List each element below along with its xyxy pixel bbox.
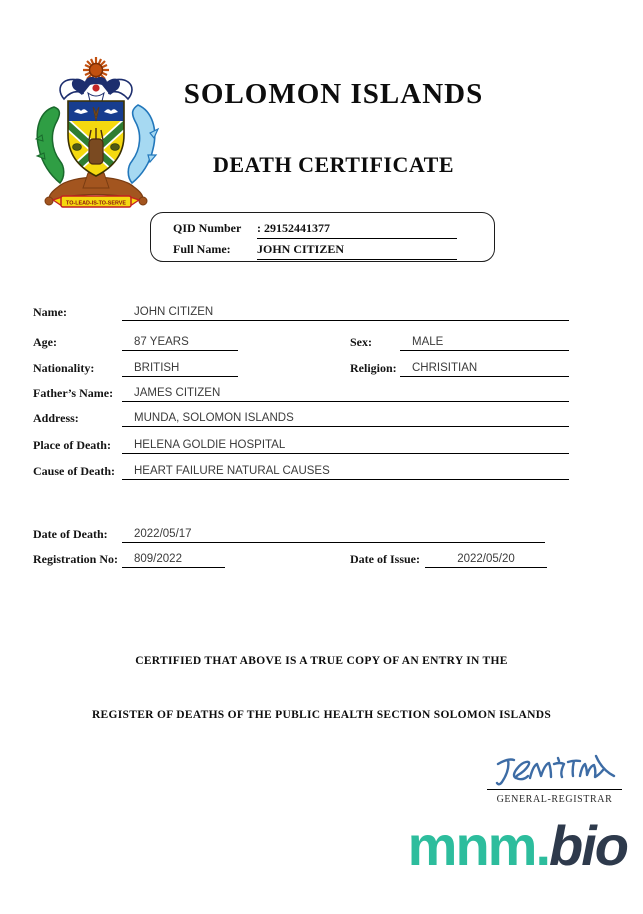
solomon-islands-coat-of-arms-icon xyxy=(30,55,162,213)
certification-line-2: REGISTER OF DEATHS OF THE PUBLIC HEALTH SECTION SOLOMON ISLANDS xyxy=(91,709,552,721)
sex-label: Sex: xyxy=(350,335,372,349)
qid-number-value: : 29152441377 xyxy=(257,218,457,239)
place-of-death-value: HELENA GOLDIE HOSPITAL xyxy=(122,436,569,454)
nationality-label: Nationality: xyxy=(33,361,95,375)
place-of-death-label: Place of Death: xyxy=(33,438,111,452)
age-value: 87 YEARS xyxy=(122,333,238,351)
qid-number-row xyxy=(173,218,494,239)
crocodile-icon xyxy=(37,107,63,183)
motto-banner xyxy=(53,196,139,207)
registrar-signature xyxy=(492,750,622,788)
full-name-label: Full Name: xyxy=(173,242,231,256)
document-title: DEATH CERTIFICATE xyxy=(212,152,454,177)
religion-value: CHRISITIAN xyxy=(400,359,569,377)
nationality-value: BRITISH xyxy=(122,359,238,377)
religion-label: Religion: xyxy=(350,361,397,375)
fathers-name-label: Father’s Name: xyxy=(33,386,114,400)
full-name-value: JOHN CITIZEN xyxy=(257,239,457,260)
qid-box xyxy=(150,212,495,262)
full-name-row xyxy=(173,239,494,260)
date-of-death-value: 2022/05/17 xyxy=(122,525,545,543)
logo-secondary: bio xyxy=(549,814,627,877)
cause-of-death-value: HEART FAILURE NATURAL CAUSES xyxy=(122,462,569,480)
age-label: Age: xyxy=(33,335,57,349)
address-value: MUNDA, SOLOMON ISLANDS xyxy=(122,409,569,427)
date-of-issue-label: Date of Issue: xyxy=(350,552,420,566)
motto-text: TO-LEAD-IS-TO-SERVE xyxy=(66,200,126,207)
sex-value: MALE xyxy=(400,333,569,351)
mnm-bio-logo xyxy=(408,814,627,878)
signature-line xyxy=(487,789,622,790)
address-label: Address: xyxy=(33,411,79,425)
certification-line-1: CERTIFIED THAT ABOVE IS A TRUE COPY OF AN ENTRY IN THE xyxy=(135,655,508,667)
registration-no-label: Registration No: xyxy=(33,552,118,566)
date-of-issue-value: 2022/05/20 xyxy=(425,550,547,568)
country-title: SOLOMON ISLANDS xyxy=(183,78,484,110)
name-label: Name: xyxy=(33,305,67,319)
registrar-title: GENERAL-REGISTRAR xyxy=(496,794,613,805)
qid-number-label: QID Number xyxy=(173,221,242,235)
cause-of-death-label: Cause of Death: xyxy=(33,464,115,478)
name-value: JOHN CITIZEN xyxy=(122,303,569,321)
registration-no-value: 809/2022 xyxy=(122,550,225,568)
logo-primary: mnm. xyxy=(407,814,550,877)
fathers-name-value: JAMES CITIZEN xyxy=(122,384,569,402)
date-of-death-label: Date of Death: xyxy=(33,527,108,541)
